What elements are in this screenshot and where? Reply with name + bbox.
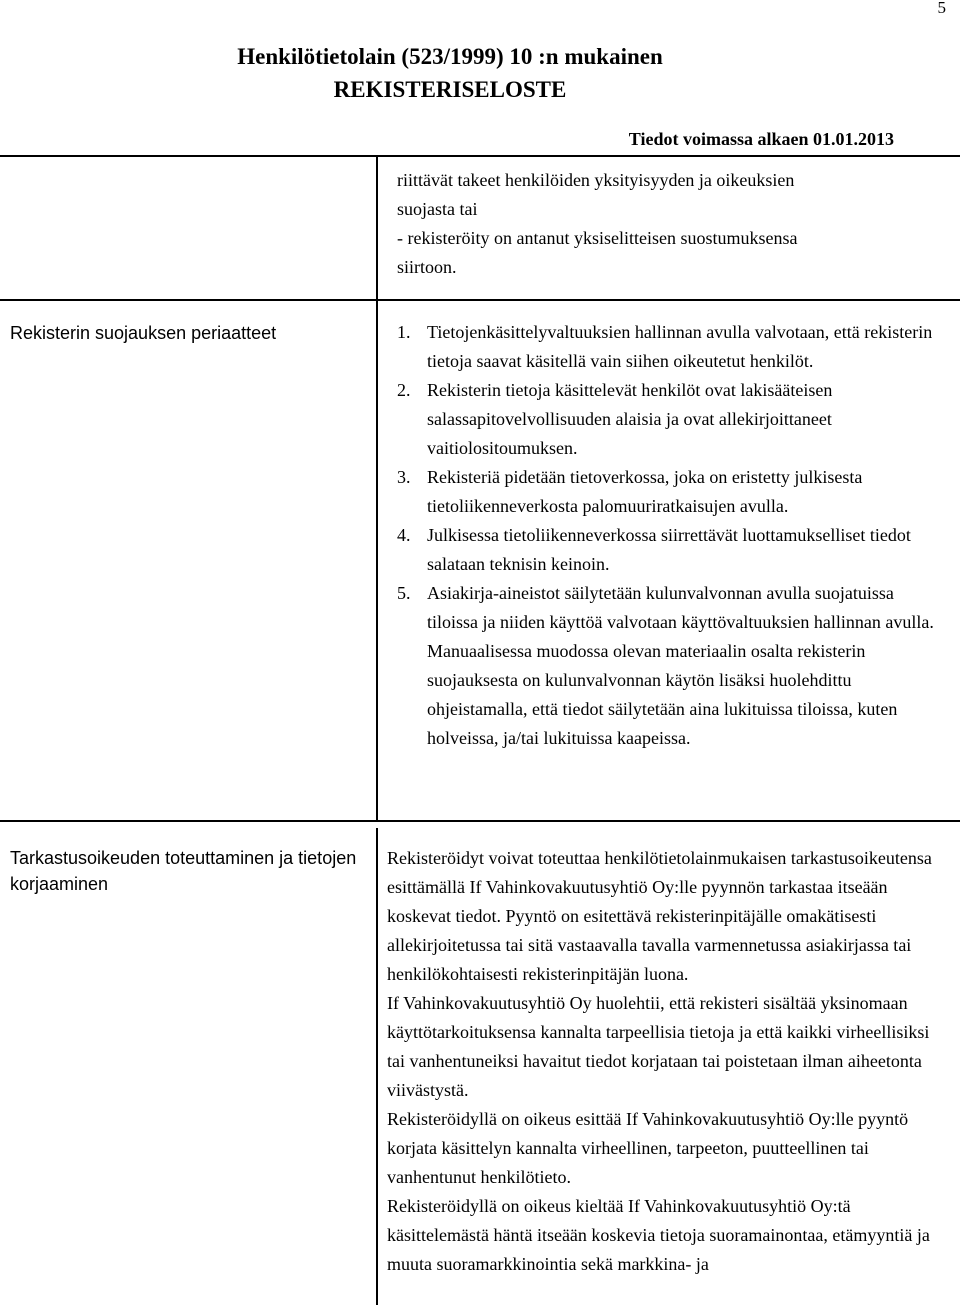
list-item-number: 5.	[397, 583, 411, 603]
list-item-number: 3.	[397, 467, 411, 487]
list-item	[397, 521, 947, 579]
access-text-cell	[387, 844, 947, 1279]
protection-list	[397, 318, 947, 753]
access-paragraph: Rekisteröidyt voivat toteuttaa henkilötietolainmukaisen tarkastusoikeutensa esittämällä If Vahinkovakuutusyhtiö Oy:lle pyynnön tarkastaa itseään koskevat tiedot. Pyyntö on esitettävä rekisterinpitäjälle omakätisesti allekirjoitetussa tai sitä vastaavalla tavalla varmennetussa asiakirjassa tai henkilökohtaisesti rekisterinpitäjän luona.	[387, 848, 932, 984]
table-top-border	[0, 155, 960, 157]
list-item	[397, 318, 947, 376]
list-item-text: Rekisterin tietoja käsittelevät henkilöt ovat lakisääteisen salassapitovelvollisuuden alaisia ja ovat allekirjoittaneet vaitiolositoumuksen.	[427, 380, 833, 458]
continuation-line: - rekisteröity on antanut yksiselitteisen suostumuksensa	[397, 228, 798, 248]
document-title: Henkilötietolain (523/1999) 10 :n mukainen	[237, 44, 663, 69]
access-paragraph: If Vahinkovakuutusyhtiö Oy huolehtii, että rekisteri sisältää yksinomaan käyttötarkoituksensa kannalta tarpeellisia tietoja ja että kaikki virheellisiksi tai vanhentuneiksi havaitut tiedot korjataan tai poistetaan ilman aiheetonta viivästystä.	[387, 993, 930, 1100]
list-item-text: Asiakirja-aineistot säilytetään kulunvalvonnan avulla suojatuissa tiloissa ja niiden käyttöä valvotaan käyttövaltuuksien hallinnan avulla. Manuaalisessa muodossa olevan materiaalin osalta rekisterin suojauksesta on kulunvalvonnan käytön lisäksi huolehdittu ohjeistamalla, että tiedot säilytetään aina lukituissa tiloissa, kuten holveissa, ja/tai lukituissa kaapeissa.	[427, 583, 934, 748]
list-item-number: 4.	[397, 525, 411, 545]
protection-list-cell	[397, 318, 947, 753]
continuation-line: riittävät takeet henkilöiden yksityisyyden ja oikeuksien	[397, 170, 795, 190]
list-item	[397, 463, 947, 521]
list-item-number: 2.	[397, 380, 411, 400]
list-item-number: 1.	[397, 322, 411, 342]
access-label: Tarkastusoikeuden toteuttaminen ja tietojen korjaaminen	[10, 848, 357, 894]
column-divider	[376, 155, 378, 821]
valid-from-date: Tiedot voimassa alkaen 01.01.2013	[628, 129, 894, 149]
row-divider	[0, 820, 960, 822]
continuation-text	[397, 166, 947, 282]
list-item-text: Julkisessa tietoliikenneverkossa siirrettävät luottamukselliset tiedot salataan teknisin keinoin.	[427, 525, 911, 574]
continuation-line: siirtoon.	[397, 257, 457, 277]
list-item-text: Rekisteriä pidetään tietoverkossa, joka on eristetty julkisesta tietoliikenneverkosta palomuuriratkaisujen avulla.	[427, 467, 863, 516]
row-divider	[0, 299, 960, 301]
continuation-line: suojasta tai	[397, 199, 478, 219]
access-paragraph: Rekisteröidyllä on oikeus kieltää If Vahinkovakuutusyhtiö Oy:tä käsittelemästä häntä itseään koskevia tietoja suoramainontaa, etämyyntiä ja muuta suoramarkkinointia sekä markkina- ja	[387, 1196, 930, 1274]
page-number: 5	[937, 0, 946, 17]
list-item	[397, 376, 947, 463]
column-divider	[376, 828, 378, 1305]
list-item-text: Tietojenkäsittelyvaltuuksien hallinnan avulla valvotaan, että rekisterin tietoja saavat käsitellä vain siihen oikeutetut henkilöt.	[427, 322, 933, 371]
list-item	[397, 579, 947, 753]
access-paragraph: Rekisteröidyllä on oikeus esittää If Vahinkovakuutusyhtiö Oy:lle pyyntö korjata käsittelyn kannalta virheellinen, tarpeeton, puutteellinen tai vanhentunut henkilötieto.	[387, 1109, 909, 1187]
protection-label: Rekisterin suojauksen periaatteet	[10, 323, 277, 343]
document-subtitle: REKISTERISELOSTE	[333, 77, 567, 102]
